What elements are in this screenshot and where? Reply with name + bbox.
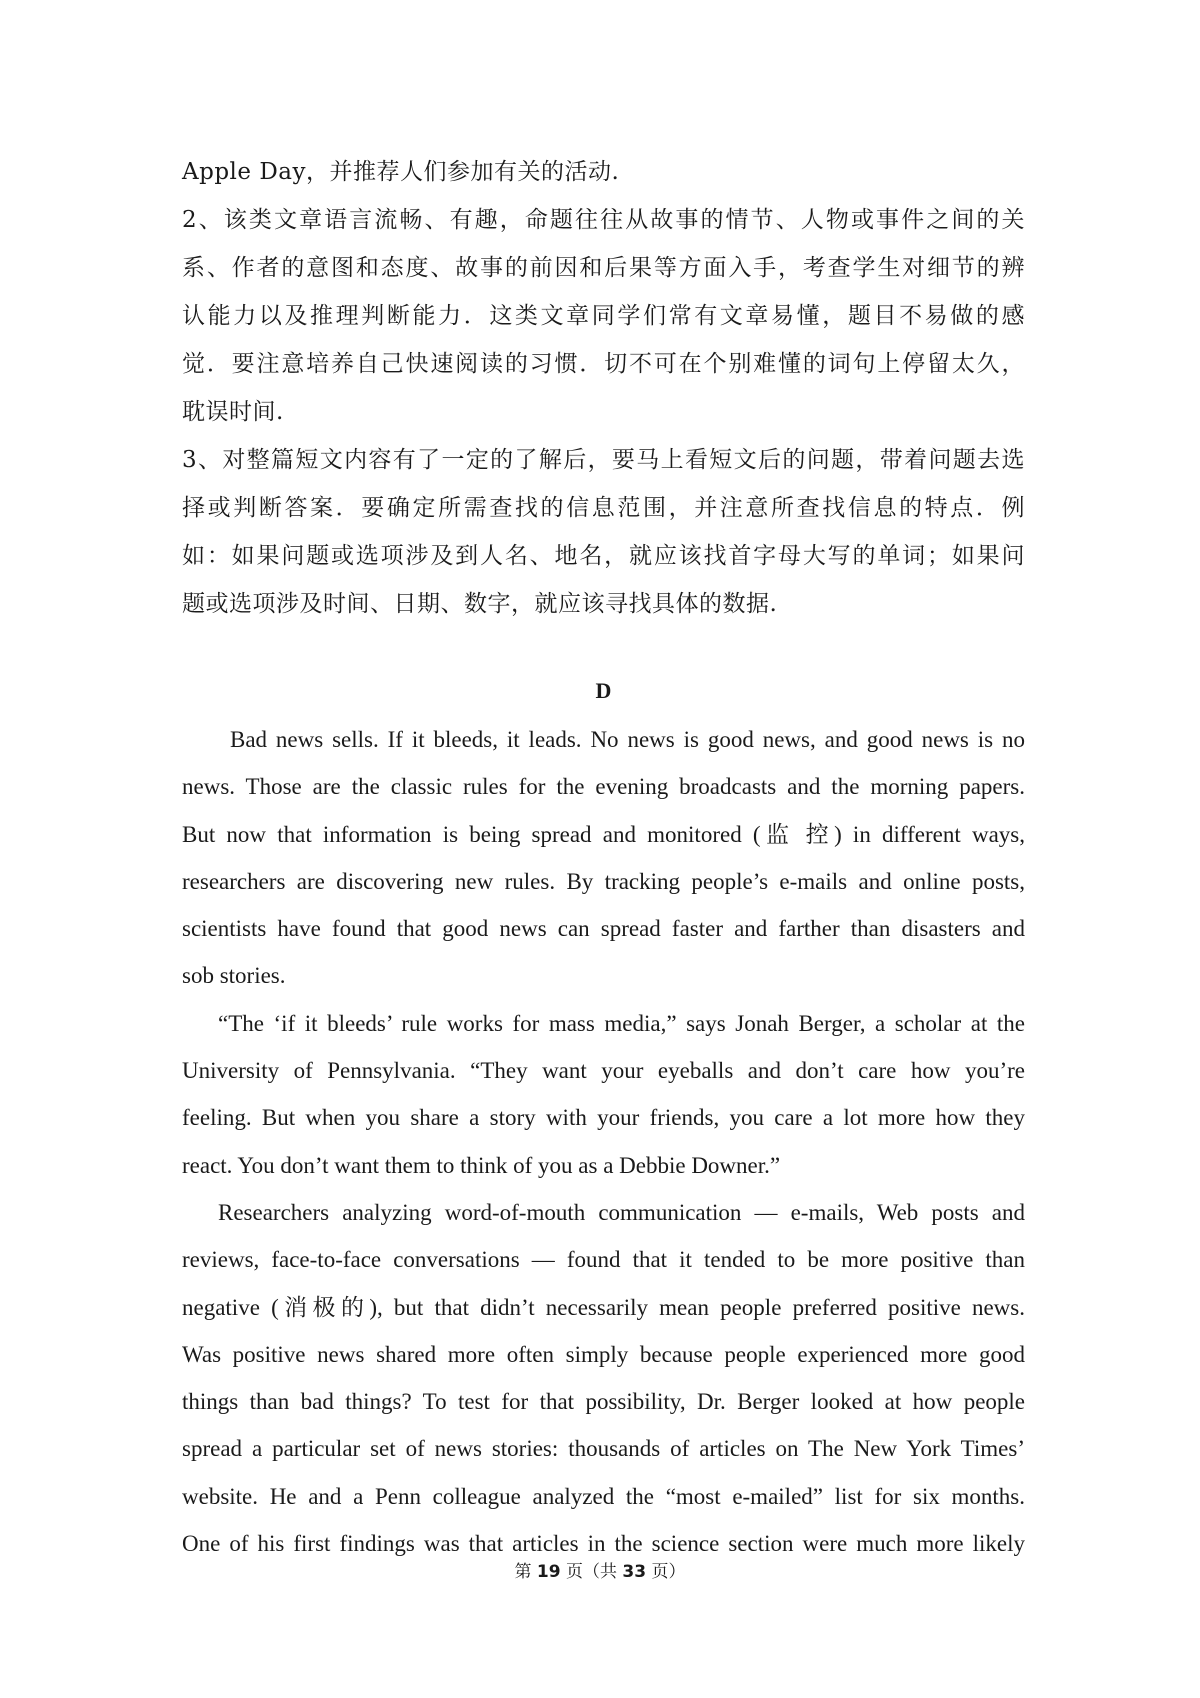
- passage-line: sob stories.: [182, 963, 286, 989]
- passage-line: University of Pennsylvania. “They want your eyeballs and don’t care how you’re: [182, 1058, 1025, 1084]
- footer-prefix: 第: [514, 1562, 537, 1582]
- passage-line: things than bad things? To test for that possibility, Dr. Berger looked at how people: [182, 1389, 1025, 1415]
- explanation-line: 系、作者的意图和态度、故事的前因和后果等方面入手，考查学生对细节的辨: [182, 255, 1025, 281]
- passage-line: news. Those are the classic rules for the evening broadcasts and the morning papers.: [182, 774, 1025, 800]
- passage-line: spread a particular set of news stories: thousands of articles on The New York Times’: [182, 1436, 1025, 1462]
- explanation-line: 题或选项涉及时间、日期、数字，就应该寻找具体的数据.: [182, 591, 778, 617]
- passage-line: One of his first findings was that articles in the science section were much more likely: [182, 1531, 1025, 1557]
- passage-line: But now that information is being spread and monitored (监 控) in different ways,: [182, 821, 1025, 847]
- passage-line: reviews, face-to-face conversations — found that it tended to be more positive than: [182, 1247, 1025, 1273]
- passage-line: react. You don’t want them to think of you as a Debbie Downer.”: [182, 1152, 781, 1178]
- passage-line: feeling. But when you share a story with your friends, you care a lot more how they: [182, 1105, 1025, 1131]
- explanation-line: Apple Day，并推荐人们参加有关的活动.: [182, 159, 620, 185]
- passage-line: Bad news sells. If it bleeds, it leads. No news is good news, and good news is no: [230, 727, 1025, 752]
- passage-line: Researchers analyzing word-of-mouth communication — e-mails, Web posts and: [218, 1199, 1025, 1225]
- passage-line: negative (消极的), but that didn’t necessarily mean people preferred positive news.: [182, 1294, 1025, 1320]
- total-page-count: 33: [622, 1562, 647, 1582]
- page-footer: [0, 1557, 1200, 1582]
- explanation-line: 择或判断答案．要确定所需查找的信息范围，并注意所查找信息的特点．例: [182, 495, 1025, 521]
- passage-line: researchers are discovering new rules. By tracking people’s e-mails and online posts,: [182, 868, 1025, 894]
- passage-line: website. He and a Penn colleague analyzed the “most e-mailed” list for six months.: [182, 1483, 1025, 1509]
- explanation-line: 如：如果问题或选项涉及到人名、地名，就应该找首字母大写的单词；如果问: [182, 543, 1025, 569]
- passage-line: “The ‘if it bleeds’ rule works for mass media,” says Jonah Berger, a scholar at the: [218, 1010, 1025, 1036]
- explanation-line: 觉．要注意培养自己快速阅读的习惯．切不可在个别难懂的词句上停留太久，: [182, 351, 1025, 377]
- explanation-line: 2、该类文章语言流畅、有趣，命题往往从故事的情节、人物或事件之间的关: [182, 207, 1025, 233]
- explanation-line: 3、对整篇短文内容有了一定的了解后，要马上看短文后的问题，带着问题去选: [182, 447, 1025, 473]
- section-heading: D: [595, 678, 612, 703]
- footer-middle: 页（共: [560, 1562, 623, 1582]
- passage-line: Was positive news shared more often simply because people experienced more good: [182, 1341, 1025, 1367]
- reading-passage: [182, 716, 1025, 1567]
- answer-explanation: [182, 148, 1025, 628]
- explanation-line: 耽误时间.: [182, 399, 284, 425]
- footer-suffix: 页）: [646, 1562, 686, 1582]
- explanation-line: 认能力以及推理判断能力．这类文章同学们常有文章易懂，题目不易做的感: [182, 303, 1025, 329]
- passage-line: scientists have found that good news can spread faster and farther than disasters and: [182, 916, 1025, 942]
- current-page-number: 19: [536, 1562, 561, 1582]
